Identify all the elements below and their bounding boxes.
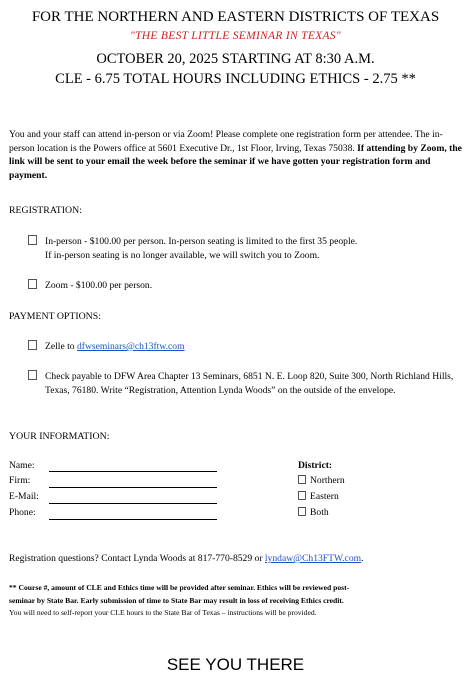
header-line-1: FOR THE NORTHERN AND EASTERN DISTRICTS OF TEXAS	[31, 9, 440, 25]
check-checkbox[interactable]	[28, 370, 37, 380]
district-both-option[interactable]	[298, 507, 329, 518]
zelle-email-link[interactable]: dfwseminars@ch13ftw.com	[76, 341, 185, 352]
northern-checkbox[interactable]	[298, 475, 306, 484]
contact-text: Registration questions? Contact Lynda Woods at 817-770-8529 or	[9, 553, 265, 564]
intro-text: You and your staff can attend in-person or via Zoom! Please complete one registration form per attendee. The in-person location is the Powers office at 5601 Executive Dr., 1st Floor, Irving, Texas 75038.	[9, 129, 443, 154]
email-field[interactable]	[49, 503, 217, 504]
both-label: Both	[310, 507, 329, 518]
intro-paragraph	[9, 128, 467, 182]
northern-label: Northern	[310, 475, 345, 486]
name-label: Name:	[9, 460, 35, 471]
zelle-label: Zelle to	[45, 341, 77, 352]
name-field[interactable]	[49, 471, 217, 472]
firm-label: Firm:	[9, 475, 31, 486]
footnote-line-3: You will need to self-report your CLE hours to the State Bar of Texas – instructions will be provided.	[9, 608, 317, 617]
check-option[interactable]	[28, 370, 468, 396]
eastern-checkbox[interactable]	[298, 491, 306, 500]
footnote	[9, 582, 469, 620]
inperson-option[interactable]	[28, 235, 468, 261]
both-checkbox[interactable]	[298, 507, 306, 516]
district-northern-option[interactable]	[298, 475, 345, 486]
zoom-option[interactable]	[28, 279, 468, 293]
info-heading: YOUR INFORMATION:	[9, 431, 110, 442]
district-eastern-option[interactable]	[298, 491, 339, 502]
inperson-line-2: If in-person seating is no longer available, we will switch you to Zoom.	[45, 249, 320, 261]
footnote-line-2: seminar by State Bar. Early submission of time to State Bar may result in loss of receiving Ethics credit.	[9, 595, 344, 605]
intro-zoom-note: If attending by Zoom, the link will be sent to your email the week before the seminar if we have gotten your registration form and payment.	[9, 142, 462, 181]
zelle-checkbox[interactable]	[28, 340, 37, 350]
phone-label: Phone:	[9, 507, 36, 518]
email-label: E-Mail:	[9, 491, 39, 502]
district-heading: District:	[298, 460, 333, 471]
phone-field[interactable]	[49, 519, 217, 520]
zoom-checkbox[interactable]	[28, 279, 37, 289]
firm-field[interactable]	[49, 487, 217, 488]
seminar-date: OCTOBER 20, 2025 STARTING AT 8:30 A.M.	[96, 51, 375, 67]
check-instructions: Check payable to DFW Area Chapter 13 Seminars, 6851 N. E. Loop 820, Suite 300, North Richland Hills, Texas, 76180. Write “Registration, Attention Lynda Woods” on the outside of the envelope.	[45, 371, 454, 396]
zoom-label: Zoom - $100.00 per person.	[45, 280, 153, 291]
payment-heading: PAYMENT OPTIONS:	[9, 311, 101, 322]
contact-end: .	[361, 553, 364, 564]
eastern-label: Eastern	[310, 491, 339, 502]
seminar-tagline: "THE BEST LITTLE SEMINAR IN TEXAS"	[129, 30, 341, 42]
registration-heading: REGISTRATION:	[9, 205, 82, 216]
footnote-line-1: ** Course #, amount of CLE and Ethics time will be provided after seminar. Ethics will be reviewed post-	[9, 583, 350, 592]
contact-line	[9, 552, 467, 566]
inperson-checkbox[interactable]	[28, 235, 37, 245]
closing-text: SEE YOU THERE	[166, 655, 305, 674]
zelle-option[interactable]	[28, 340, 468, 354]
cle-hours: CLE - 6.75 TOTAL HOURS INCLUDING ETHICS - 2.75 **	[55, 71, 416, 87]
inperson-line-1: In-person - $100.00 per person. In-person seating is limited to the first 35 people.	[45, 236, 358, 247]
contact-email-link[interactable]: lyndaw@Ch13FTW.com	[264, 553, 362, 564]
